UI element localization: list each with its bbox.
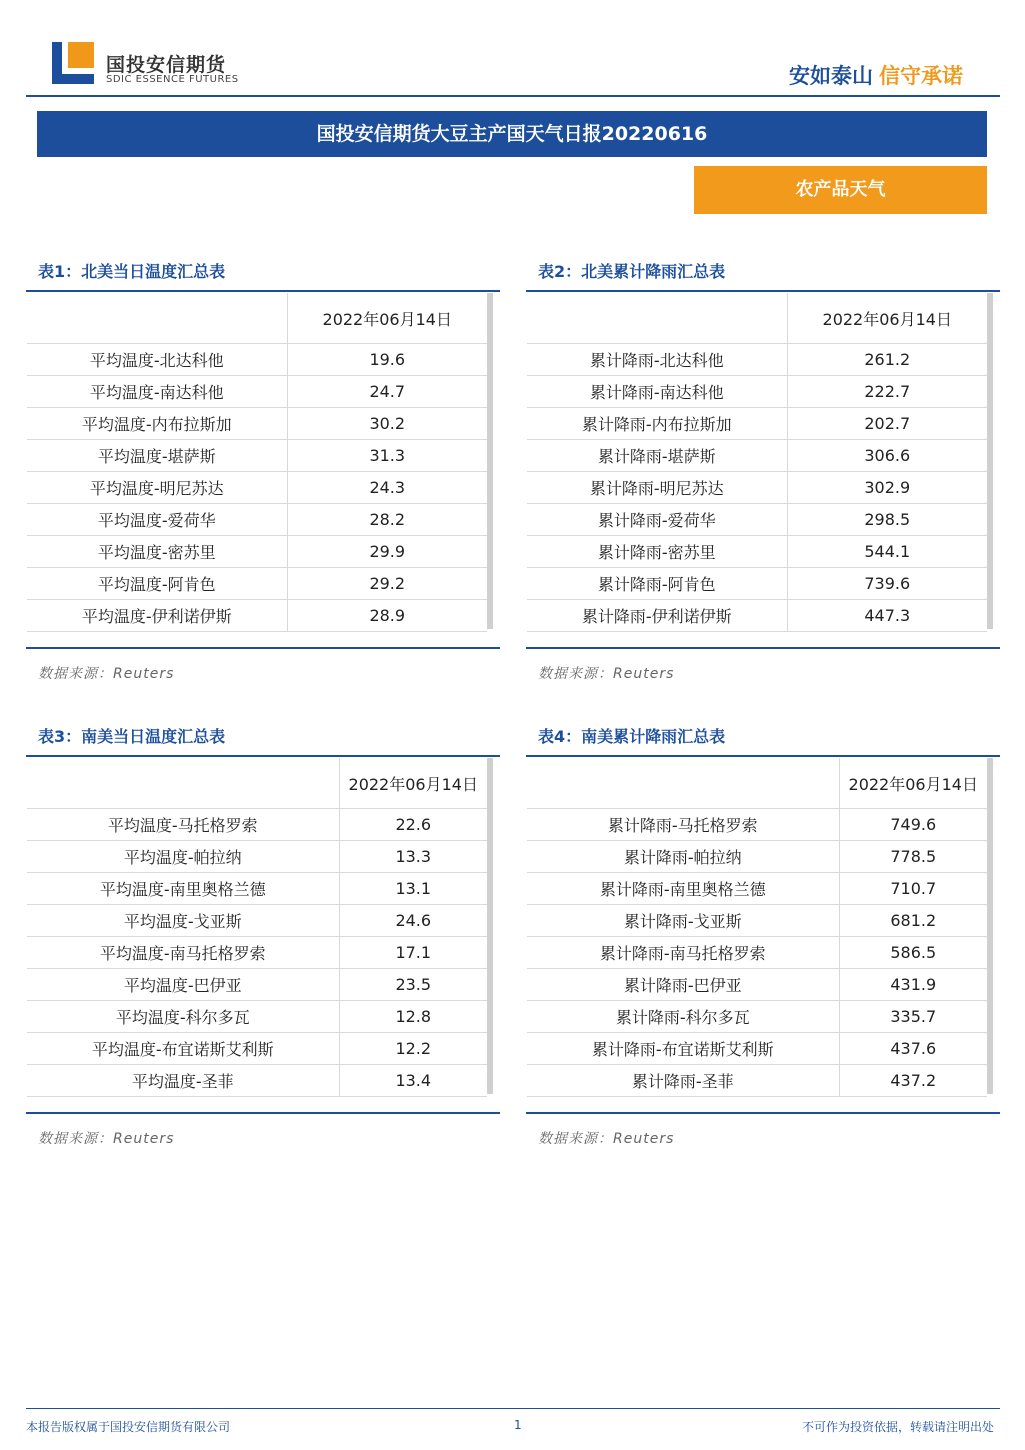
row-label: 平均温度-北达科他: [27, 344, 287, 376]
row-value: 335.7: [839, 1001, 987, 1033]
row-value: 28.2: [287, 504, 487, 536]
row-value: 302.9: [787, 472, 987, 504]
table-1-scrollbar[interactable]: [487, 293, 493, 629]
row-label: 平均温度-堪萨斯: [27, 440, 287, 472]
table-row: [527, 841, 987, 873]
row-value: 13.3: [339, 841, 487, 873]
table-row: [27, 536, 487, 568]
row-value: 24.3: [287, 472, 487, 504]
row-label: 累计降雨-南马托格罗索: [527, 937, 839, 969]
table-row: [527, 408, 987, 440]
table-row: [527, 600, 987, 632]
table-row: [527, 969, 987, 1001]
table-row: [27, 841, 487, 873]
table-1-title: 表1：北美当日温度汇总表: [38, 262, 226, 281]
row-label: 累计降雨-伊利诺伊斯: [527, 600, 787, 632]
table-row: [27, 600, 487, 632]
table-4-title: 表4：南美累计降雨汇总表: [538, 727, 726, 746]
row-label: 平均温度-圣菲: [27, 1065, 339, 1097]
table-row: [27, 376, 487, 408]
row-label: 累计降雨-布宜诺斯艾利斯: [527, 1033, 839, 1065]
slogan: [789, 60, 963, 90]
row-value: 17.1: [339, 937, 487, 969]
row-value: 447.3: [787, 600, 987, 632]
table-row: [27, 873, 487, 905]
row-label: 累计降雨-北达科他: [527, 344, 787, 376]
row-value: 749.6: [839, 809, 987, 841]
table-row: [27, 809, 487, 841]
header-label-cell: [27, 293, 287, 344]
table-1-bottom-rule: [26, 647, 500, 649]
row-value: 298.5: [787, 504, 987, 536]
table-row: [527, 568, 987, 600]
table-row: [527, 344, 987, 376]
row-value: 306.6: [787, 440, 987, 472]
date-header: 2022年06月14日: [287, 293, 487, 344]
table-3-top-rule: [26, 755, 500, 757]
row-value: 28.9: [287, 600, 487, 632]
row-label: 平均温度-戈亚斯: [27, 905, 339, 937]
footer-copyright: 本报告版权属于国投安信期货有限公司: [26, 1420, 231, 1434]
row-label: 平均温度-伊利诺伊斯: [27, 600, 287, 632]
row-value: 739.6: [787, 568, 987, 600]
row-value: 29.9: [287, 536, 487, 568]
row-value: 19.6: [287, 344, 487, 376]
row-label: 累计降雨-圣菲: [527, 1065, 839, 1097]
row-value: 202.7: [787, 408, 987, 440]
table-2-top-rule: [526, 290, 1000, 292]
table-row: [27, 472, 487, 504]
row-value: 681.2: [839, 905, 987, 937]
footer-divider: [26, 1408, 1000, 1409]
row-label: 累计降雨-南达科他: [527, 376, 787, 408]
row-value: 778.5: [839, 841, 987, 873]
row-label: 平均温度-密苏里: [27, 536, 287, 568]
row-value: 30.2: [287, 408, 487, 440]
table-header-row: [27, 758, 487, 809]
table-row: [527, 937, 987, 969]
header-divider: [26, 95, 1000, 97]
table-row: [527, 504, 987, 536]
table-4-bottom-rule: [526, 1112, 1000, 1114]
table-row: [527, 873, 987, 905]
row-value: 222.7: [787, 376, 987, 408]
row-label: 累计降雨-戈亚斯: [527, 905, 839, 937]
table-row: [27, 408, 487, 440]
table-row: [27, 568, 487, 600]
table-row: [527, 536, 987, 568]
table-row: [27, 969, 487, 1001]
table-3-bottom-rule: [26, 1112, 500, 1114]
row-label: 平均温度-南里奥格兰德: [27, 873, 339, 905]
slogan-part1: 安如泰山: [789, 64, 873, 88]
table-1-top-rule: [26, 290, 500, 292]
table-3-scrollbar[interactable]: [487, 758, 493, 1094]
row-value: 437.6: [839, 1033, 987, 1065]
table-row: [27, 440, 487, 472]
date-header: 2022年06月14日: [339, 758, 487, 809]
slogan-part2: 信守承诺: [879, 64, 963, 88]
table-row: [527, 472, 987, 504]
table-row: [527, 376, 987, 408]
row-value: 12.2: [339, 1033, 487, 1065]
table-header-row: [527, 758, 987, 809]
table-3: [27, 758, 487, 1097]
table-row: [527, 809, 987, 841]
table-row: [527, 1065, 987, 1097]
table-4-top-rule: [526, 755, 1000, 757]
table-4: [527, 758, 987, 1097]
table-2-scrollbar[interactable]: [987, 293, 993, 629]
row-value: 431.9: [839, 969, 987, 1001]
header-label-cell: [27, 758, 339, 809]
row-value: 710.7: [839, 873, 987, 905]
table-row: [27, 344, 487, 376]
row-value: 23.5: [339, 969, 487, 1001]
table-header-row: [27, 293, 487, 344]
date-header: 2022年06月14日: [787, 293, 987, 344]
table-row: [27, 1001, 487, 1033]
footer-disclaimer: 不可作为投资依据，转载请注明出处: [801, 1420, 994, 1434]
table-row: [527, 905, 987, 937]
table-row: [527, 440, 987, 472]
logo-cn-text: 国投安信期货: [106, 54, 227, 76]
table-2-source: 数据来源：Reuters: [538, 666, 675, 682]
table-row: [27, 504, 487, 536]
footer-page-number: 1: [514, 1418, 522, 1432]
table-4-source: 数据来源：Reuters: [538, 1131, 675, 1147]
row-label: 平均温度-阿肯色: [27, 568, 287, 600]
row-value: 437.2: [839, 1065, 987, 1097]
table-row: [27, 1065, 487, 1097]
table-row: [27, 905, 487, 937]
date-header: 2022年06月14日: [839, 758, 987, 809]
row-label: 累计降雨-科尔多瓦: [527, 1001, 839, 1033]
row-label: 累计降雨-阿肯色: [527, 568, 787, 600]
table-2: [527, 293, 987, 632]
company-logo-icon: [52, 42, 98, 84]
row-label: 累计降雨-爱荷华: [527, 504, 787, 536]
row-value: 31.3: [287, 440, 487, 472]
row-label: 累计降雨-堪萨斯: [527, 440, 787, 472]
row-label: 平均温度-布宜诺斯艾利斯: [27, 1033, 339, 1065]
row-value: 22.6: [339, 809, 487, 841]
table-1: [27, 293, 487, 632]
table-row: [27, 937, 487, 969]
table-row: [527, 1033, 987, 1065]
header-label-cell: [527, 758, 839, 809]
row-label: 平均温度-南马托格罗索: [27, 937, 339, 969]
row-value: 261.2: [787, 344, 987, 376]
row-label: 平均温度-明尼苏达: [27, 472, 287, 504]
table-4-scrollbar[interactable]: [987, 758, 993, 1094]
table-2-title: 表2：北美累计降雨汇总表: [538, 262, 726, 281]
table-row: [27, 1033, 487, 1065]
row-value: 12.8: [339, 1001, 487, 1033]
report-title: 国投安信期货大豆主产国天气日报20220616: [37, 111, 987, 157]
table-3-source: 数据来源：Reuters: [38, 1131, 175, 1147]
table-1-source: 数据来源：Reuters: [38, 666, 175, 682]
row-label: 平均温度-科尔多瓦: [27, 1001, 339, 1033]
row-value: 586.5: [839, 937, 987, 969]
row-value: 24.7: [287, 376, 487, 408]
row-label: 累计降雨-巴伊亚: [527, 969, 839, 1001]
row-label: 平均温度-巴伊亚: [27, 969, 339, 1001]
row-label: 平均温度-南达科他: [27, 376, 287, 408]
logo-en-text: SDIC ESSENCE FUTURES: [106, 74, 239, 85]
table-header-row: [527, 293, 987, 344]
row-label: 累计降雨-帕拉纳: [527, 841, 839, 873]
category-tag: 农产品天气: [694, 166, 987, 214]
row-label: 累计降雨-南里奥格兰德: [527, 873, 839, 905]
row-label: 累计降雨-内布拉斯加: [527, 408, 787, 440]
row-label: 平均温度-内布拉斯加: [27, 408, 287, 440]
header-label-cell: [527, 293, 787, 344]
table-row: [527, 1001, 987, 1033]
row-label: 累计降雨-明尼苏达: [527, 472, 787, 504]
row-value: 544.1: [787, 536, 987, 568]
row-value: 29.2: [287, 568, 487, 600]
row-value: 13.1: [339, 873, 487, 905]
row-label: 平均温度-爱荷华: [27, 504, 287, 536]
table-3-title: 表3：南美当日温度汇总表: [38, 727, 226, 746]
row-label: 累计降雨-马托格罗索: [527, 809, 839, 841]
row-label: 平均温度-马托格罗索: [27, 809, 339, 841]
row-label: 平均温度-帕拉纳: [27, 841, 339, 873]
table-2-bottom-rule: [526, 647, 1000, 649]
row-label: 累计降雨-密苏里: [527, 536, 787, 568]
row-value: 24.6: [339, 905, 487, 937]
row-value: 13.4: [339, 1065, 487, 1097]
